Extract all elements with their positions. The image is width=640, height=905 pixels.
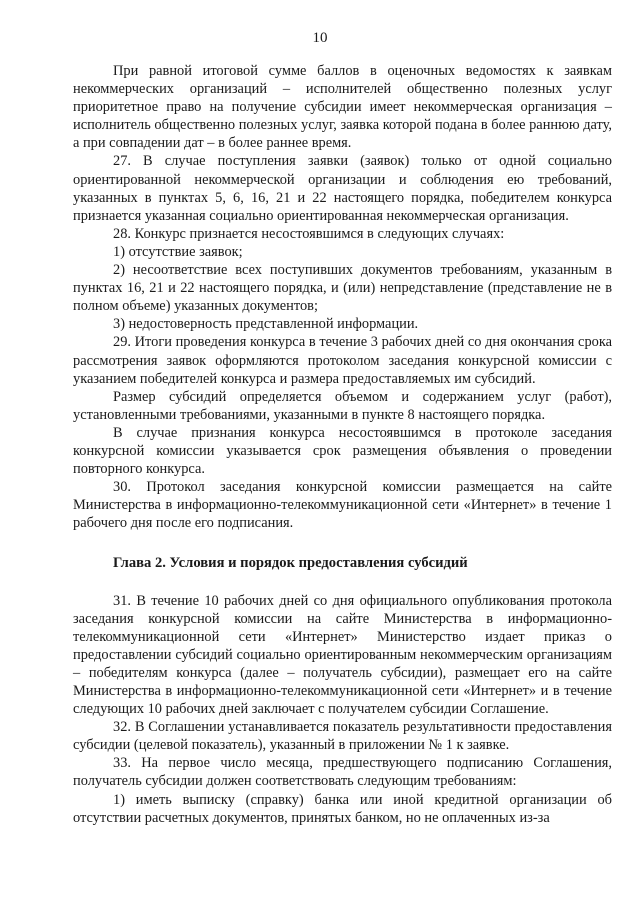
paragraph-27: 27. В случае поступления заявки (заявок) только от одной социально ориентированной некоммерческой организации и соблюдения ею требований, указанных в пунктах 5, 6, 16, 21 и 22 настоящего порядка, победителем конкурса признается указанная социально ориентированная некоммерческая организация. [73,153,612,224]
paragraph-32: 32. В Соглашении устанавливается показатель результативности предоставления субсидии (целевой показатель), указанный в приложении № 1 к заявке. [73,719,612,754]
paragraph-29-failed-contest: В случае признания конкурса несостоявшимся в протоколе заседания конкурсной комиссии указывается срок размещения объявления о проведении повторного конкурса. [73,424,612,478]
paragraph-tiebreak: При равной итоговой сумме баллов в оценочных ведомостях к заявкам некоммерческих организаций – исполнителей общественно полезных услуг приоритетное право на получение субсидии имеет некоммерческая организация – исполнитель общественно полезных услуг, заявка которой подана в более раннюю дату, а при совпадении дат – в более раннее время. [73,63,612,152]
chapter-heading: Глава 2. Условия и порядок предоставления субсидий [113,555,468,572]
paragraph-31: 31. В течение 10 рабочих дней со дня официального опубликования протокола заседания конкурсной комиссии на сайте Министерства в информационно-телекоммуникационной сети «Интернет» Министерство издает приказ о предоставлении субсидий социально ориентированным некоммерческим организациям – победителям конкурса (далее – получатель субсидии), размещает его на сайте Министерства в информационно-телекоммуникационной сети «Интернет» и в течение следующих 10 рабочих дней заключает с получателем субсидии Соглашение. [73,592,612,718]
paragraph-28-item-1: 1) отсутствие заявок; [113,243,243,260]
paragraph-28: 28. Конкурс признается несостоявшимся в следующих случаях: [113,225,505,242]
paragraph-33-item-1: 1) иметь выписку (справку) банка или иной кредитной организации об отсутствии расчетных документов, принятых банком, но не оплаченных из-за [73,791,612,826]
paragraph-33: 33. На первое число месяца, предшествующего подписанию Соглашения, получатель субсидии должен соответствовать следующим требованиям: [73,755,612,790]
paragraph-28-item-3: 3) недостоверность представленной информации. [113,316,419,333]
document-body [73,62,612,827]
paragraph-28-item-2: 2) несоответствие всех поступивших документов требованиям, указанным в пунктах 16, 21 и 22 настоящего порядка, и (или) непредставление (представление не в полном объеме) указанных документов; [73,262,612,315]
paragraph-29: 29. Итоги проведения конкурса в течение 3 рабочих дней со дня окончания срока рассмотрения заявок оформляются протоколом заседания конкурсной комиссии с указанием победителей конкурса и размера предоставляемых им субсидий. [73,334,612,387]
paragraph-30: 30. Протокол заседания конкурсной комиссии размещается на сайте Министерства в информационно-телекоммуникационной сети «Интернет» в течение 1 рабочего дня после его подписания. [73,479,612,532]
paragraph-29-subsidy-size: Размер субсидий определяется объемом и содержанием услуг (работ), установленными требованиями, указанными в пункте 8 настоящего порядка. [73,388,612,423]
page-number: 10 [312,30,328,46]
